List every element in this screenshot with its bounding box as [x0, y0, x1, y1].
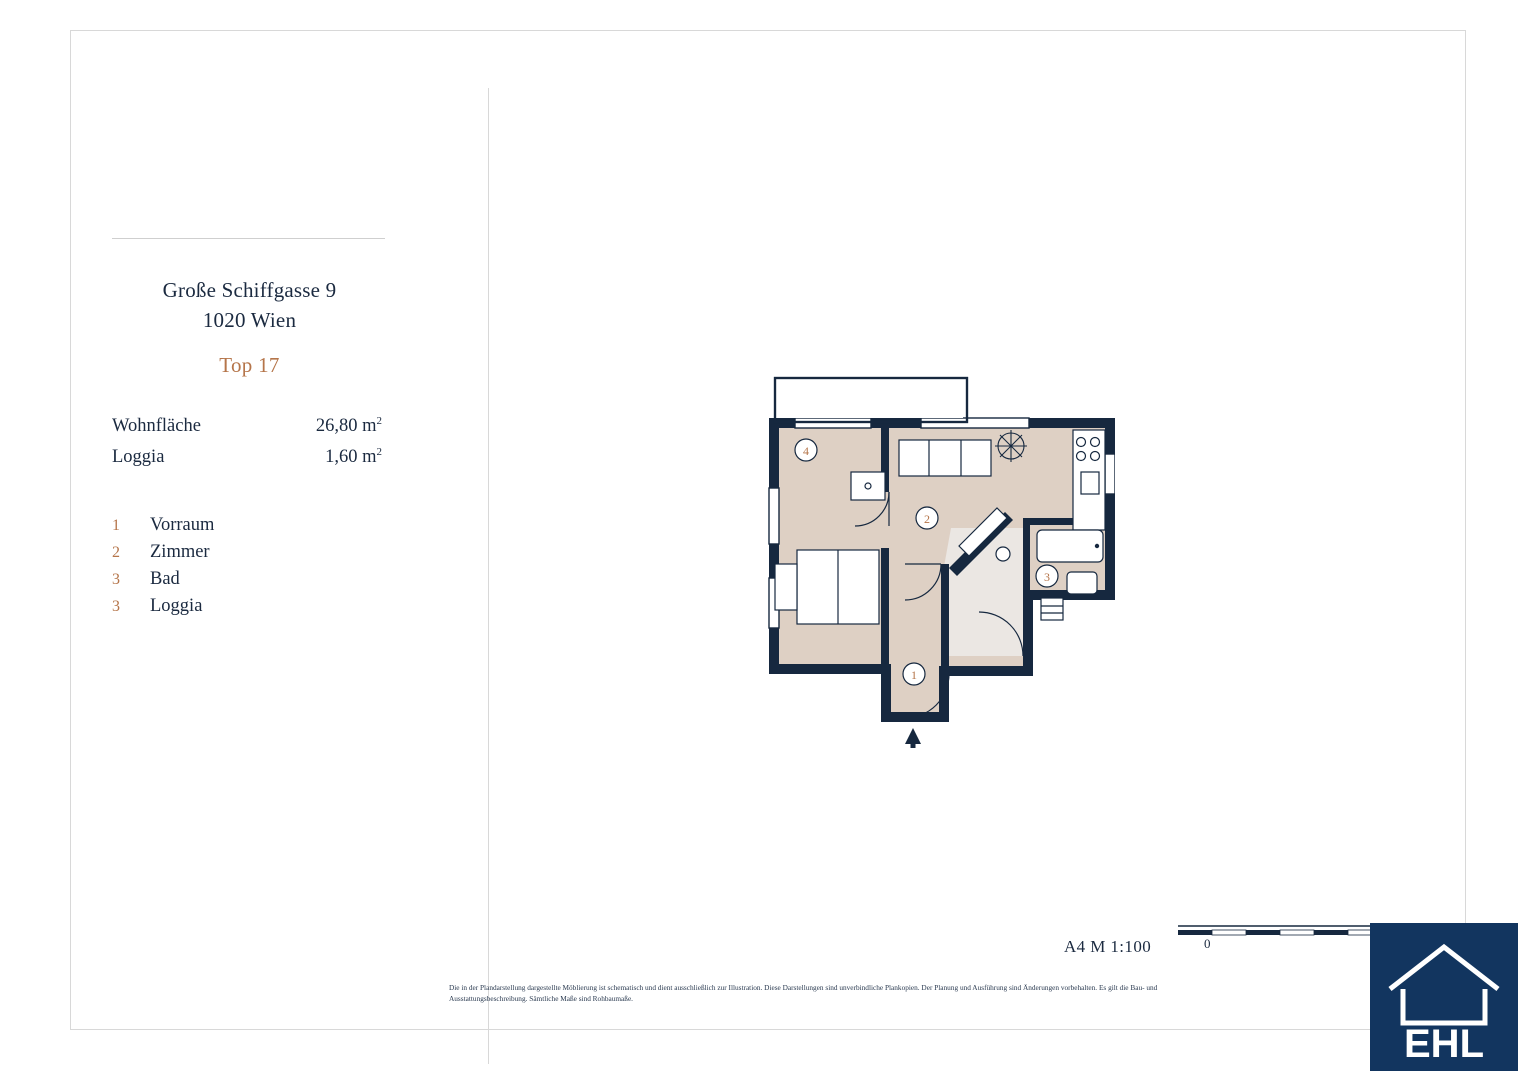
area-value: 1,60 $m^2$	[325, 446, 382, 468]
room-name: Bad	[150, 569, 180, 590]
floor-plan	[755, 368, 1115, 748]
room-name: Vorraum	[150, 515, 215, 536]
vertical-divider	[488, 88, 489, 1064]
room-marker-2: 2	[924, 512, 930, 526]
room-legend	[112, 512, 387, 620]
area-label: Wohnfläche	[112, 416, 201, 437]
ehl-logo	[1370, 923, 1518, 1071]
area-row	[112, 408, 387, 439]
list-item	[112, 539, 387, 566]
room-number: 1	[112, 517, 120, 535]
disclaimer-text: Die in der Plandarstellung dargestellte Möblierung ist schematisch und dient ausschließlich zur Illustration. Diese Darstellungen sind unverbindliche Plankopien. Der Planung und Ausführung sind Änderungen vorbehalten. Es gilt die Bau- und Ausstattungsbeschreibung. Sämtliche Maße sind Rohbaumaße.	[449, 983, 1158, 1003]
logo-text: EHL	[1404, 1022, 1484, 1066]
room-name: Loggia	[150, 596, 203, 617]
area-list	[112, 408, 387, 470]
room-number: 3	[112, 598, 120, 616]
kitchen-fixtures	[1073, 430, 1105, 530]
list-item	[112, 566, 387, 593]
room-marker-4: 4	[803, 444, 809, 458]
scale-label: A4 M 1:100	[1064, 937, 1152, 956]
loggia-outline	[775, 378, 967, 422]
scale-zero-label: 0	[1204, 936, 1211, 951]
unit-label: Top 17	[219, 353, 280, 377]
room-name: Zimmer	[150, 542, 210, 563]
room-marker-1: 1	[911, 668, 917, 682]
room-number: 2	[112, 544, 120, 562]
list-item	[112, 512, 387, 539]
area-row	[112, 439, 387, 470]
area-label: Loggia	[112, 447, 165, 468]
room-marker-3: 3	[1044, 570, 1050, 584]
address-line-2: 1020 Wien	[202, 308, 297, 332]
address-line-1: Große Schiffgasse 9	[162, 278, 337, 302]
info-divider	[112, 238, 385, 239]
room-number: 3	[112, 571, 120, 589]
list-item	[112, 593, 387, 620]
entrance-arrow	[905, 728, 921, 748]
info-panel	[112, 238, 387, 620]
area-value: 26,80 $m^2$	[315, 415, 382, 437]
